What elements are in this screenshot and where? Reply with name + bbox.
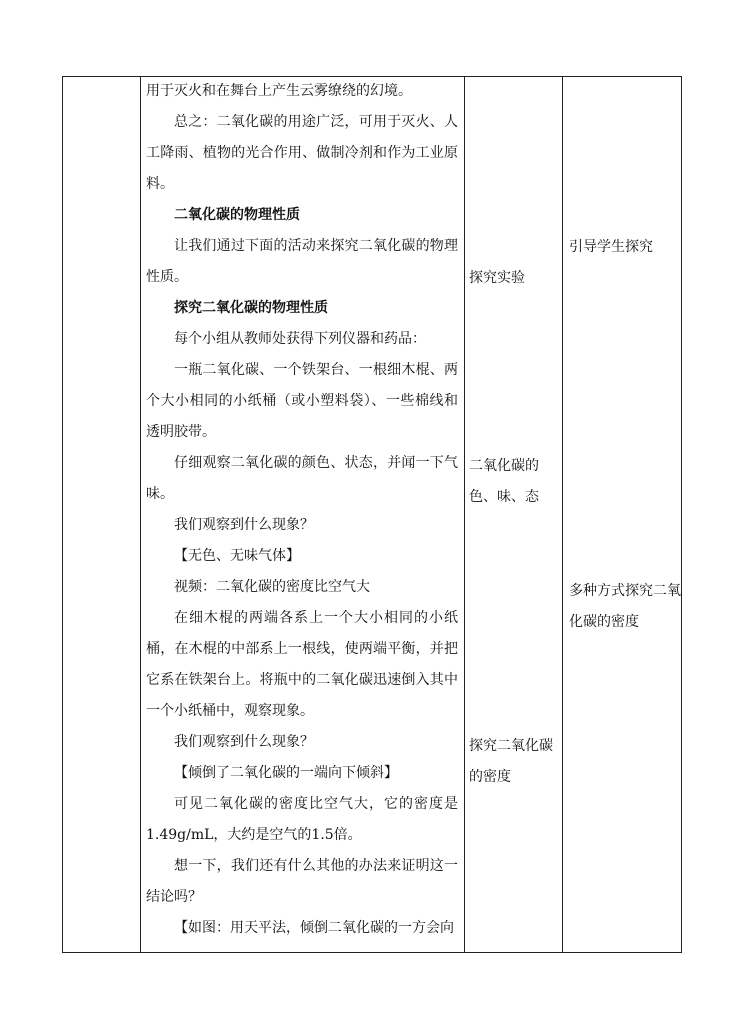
design-intent-2	[563, 576, 681, 638]
content-paragraph: 可见二氧化碳的密度比空气大，它的密度是1.49g/mL，大约是空气的1.5倍。	[146, 796, 458, 843]
teaching-content-column	[140, 76, 464, 944]
content-paragraph: 视频：二氧化碳的密度比空气大	[174, 579, 370, 595]
content-paragraph: 总之：二氧化碳的用途广泛，可用于灭火、人工降雨、植物的光合作用、做制冷剂和作为工业原料。	[146, 114, 458, 192]
column-divider-3	[562, 76, 563, 952]
content-paragraph: 让我们通过下面的活动来探究二氧化碳的物理性质。	[146, 238, 458, 285]
content-paragraph: 【如图：用天平法，倾倒二氧化碳的一方会向	[174, 920, 454, 936]
content-paragraph: 一瓶二氧化碳、一个铁架台、一根细木棍、两个大小相同的小纸桶（或小塑料袋）、一些棉线和透明胶带。	[146, 362, 458, 440]
student-activity-text: 探究实验	[469, 270, 525, 286]
content-paragraph: 【无色、无味气体】	[174, 548, 300, 564]
section-heading: 探究二氧化碳的物理性质	[174, 300, 328, 316]
student-activity-3	[465, 731, 561, 793]
student-activity-text: 探究二氧化碳的密度	[469, 738, 553, 785]
section-heading: 二氧化碳的物理性质	[174, 207, 300, 223]
design-intent-text: 多种方式探究二氧化碳的密度	[569, 583, 681, 630]
content-paragraph: 仔细观察二氧化碳的颜色、状态，并闻一下气味。	[146, 455, 458, 502]
content-paragraph: 在细木棍的两端各系上一个大小相同的小纸桶，在木棍的中部系上一根线，使两端平衡，并把它系在铁架台上。将瓶中的二氧化碳迅速倒入其中一个小纸桶中，观察现象。	[146, 610, 458, 719]
student-activity-2	[465, 451, 561, 513]
content-paragraph: 我们观察到什么现象？	[174, 517, 314, 533]
content-paragraph: 每个小组从教师处获得下列仪器和药品：	[174, 331, 426, 347]
content-paragraph: 用于灭火和在舞台上产生云雾缭绕的幻境。	[146, 83, 412, 99]
column-divider-2	[464, 76, 465, 952]
content-paragraph: 我们观察到什么现象？	[174, 734, 314, 750]
design-intent-text: 引导学生探究	[569, 239, 653, 255]
student-activity-text: 二氧化碳的色、味、态	[469, 458, 539, 505]
content-paragraph: 【倾倒了二氧化碳的一端向下倾斜】	[174, 765, 398, 781]
content-paragraph: 想一下，我们还有什么其他的办法来证明这一结论吗？	[146, 858, 458, 905]
design-intent-1	[563, 232, 681, 263]
student-activity-1	[465, 263, 561, 294]
